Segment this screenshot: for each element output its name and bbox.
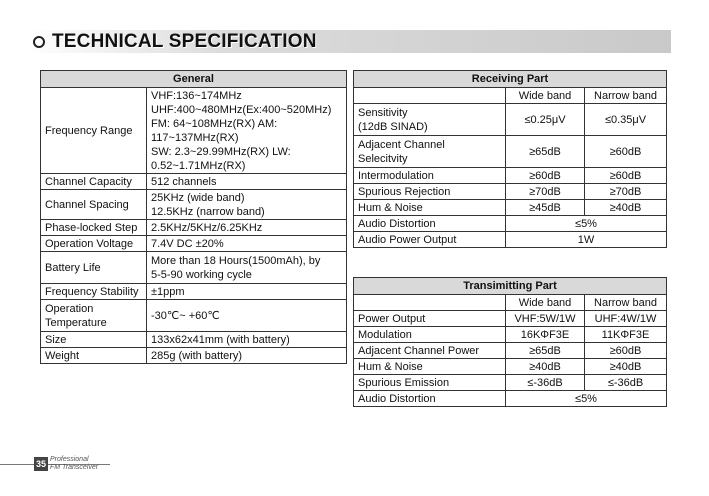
table-row [41,332,347,348]
table-row [354,232,667,248]
narrow-band-value: ≥60dB [585,136,667,168]
wide-band-value: ≤-36dB [506,375,585,391]
spec-value: 285g (with battery) [147,348,347,364]
table-row [41,236,347,252]
narrow-band-value: ≥40dB [585,359,667,375]
spec-value: 25KHz (wide band) 12.5KHz (narrow band) [147,190,347,220]
wide-band-value: ≥60dB [506,168,585,184]
narrow-band-value: UHF:4W/1W [585,311,667,327]
spec-label: Operation Temperature [41,300,147,332]
page-number: 35 [35,459,46,469]
spec-label: Battery Life [41,252,147,284]
receiving-header: Receiving Part [354,71,667,88]
table-row [354,184,667,200]
table-row [354,327,667,343]
table-row [41,348,347,364]
narrow-band-value: ≥60dB [585,343,667,359]
table-row [354,375,667,391]
spec-label: Power Output [354,311,506,327]
spec-value: More than 18 Hours(1500mAh), by 5-5-90 working cycle [147,252,347,284]
wide-band-value: ≥70dB [506,184,585,200]
narrow-band-value: ≥40dB [585,200,667,216]
empty-cell [354,295,506,311]
table-row [354,136,667,168]
wide-band-column-header: Wide band [506,88,585,104]
narrow-band-value: ≤0.35μV [585,104,667,136]
spec-label: Adjacent Channel Power [354,343,506,359]
wide-band-value: ≥45dB [506,200,585,216]
wide-band-column-header: Wide band [506,295,585,311]
spec-label: Frequency Range [41,88,147,174]
title-bullet-icon [33,36,45,48]
wide-band-value: 16KΦF3E [506,327,585,343]
spec-label: Modulation [354,327,506,343]
merged-value: 1W [506,232,667,248]
spec-label: Sensitivity (12dB SINAD) [354,104,506,136]
spec-value: -30℃~ +60℃ [147,300,347,332]
wide-band-value: ≤0.25μV [506,104,585,136]
table-row [41,300,347,332]
spec-label: Operation Voltage [41,236,147,252]
table-row [41,88,347,174]
footer-line-2: FM Transceiver [50,464,99,471]
spec-label: Size [41,332,147,348]
merged-value: ≤5% [506,216,667,232]
footer-caption [50,456,98,472]
receiving-spec-table [353,70,667,248]
spec-label: Audio Power Output [354,232,506,248]
spec-value: VHF:136~174MHz UHF:400~480MHz(Ex:400~520MHz) FM: 64~108MHz(RX) AM: 117~137MHz(RX) SW: 2.3~29.99MHz(RX) LW: 0.52~1.71MHz(RX) [147,88,347,174]
spec-label: Hum & Noise [354,200,506,216]
empty-cell [354,88,506,104]
column-header-row [354,295,667,311]
table-row [354,168,667,184]
table-row [354,200,667,216]
table-row [354,359,667,375]
spec-label: Spurious Emission [354,375,506,391]
table-row [354,216,667,232]
spec-label: Audio Distortion [354,216,506,232]
narrow-band-value: ≤-36dB [585,375,667,391]
narrow-band-column-header: Narrow band [585,88,667,104]
table-row [41,220,347,236]
wide-band-value: ≥65dB [506,343,585,359]
narrow-band-column-header: Narrow band [585,295,667,311]
spec-value: 7.4V DC ±20% [147,236,347,252]
spec-value: 133x62x41mm (with battery) [147,332,347,348]
wide-band-value: ≥65dB [506,136,585,168]
spec-value: 2.5KHz/5KHz/6.25KHz [147,220,347,236]
narrow-band-value: 11KΦF3E [585,327,667,343]
narrow-band-value: ≥70dB [585,184,667,200]
table-row [354,343,667,359]
general-spec-table [40,70,347,364]
spec-value: ±1ppm [147,284,347,300]
spec-label: Hum & Noise [354,359,506,375]
spec-label: Intermodulation [354,168,506,184]
narrow-band-value: ≥60dB [585,168,667,184]
spec-label: Frequency Stability [41,284,147,300]
spec-label: Audio Distortion [354,391,506,407]
spec-label: Channel Spacing [41,190,147,220]
spec-label: Weight [41,348,147,364]
wide-band-value: VHF:5W/1W [506,311,585,327]
table-row [41,190,347,220]
spec-value: 512 channels [147,174,347,190]
merged-value: ≤5% [506,391,667,407]
table-row [354,391,667,407]
footer-line-1: Professional [50,456,89,463]
spec-label: Phase-locked Step [41,220,147,236]
transmitting-header: Transimitting Part [354,278,667,295]
table-row [41,252,347,284]
general-header: General [41,71,347,88]
wide-band-value: ≥40dB [506,359,585,375]
spec-label: Adjacent Channel Selecitvity [354,136,506,168]
table-row [41,284,347,300]
table-row [354,104,667,136]
table-row [354,311,667,327]
spec-label: Spurious Rejection [354,184,506,200]
spec-label: Channel Capacity [41,174,147,190]
transmitting-spec-table [353,277,667,407]
table-row [41,174,347,190]
column-header-row [354,88,667,104]
page-title: TECHNICAL SPECIFICATION [52,31,317,52]
